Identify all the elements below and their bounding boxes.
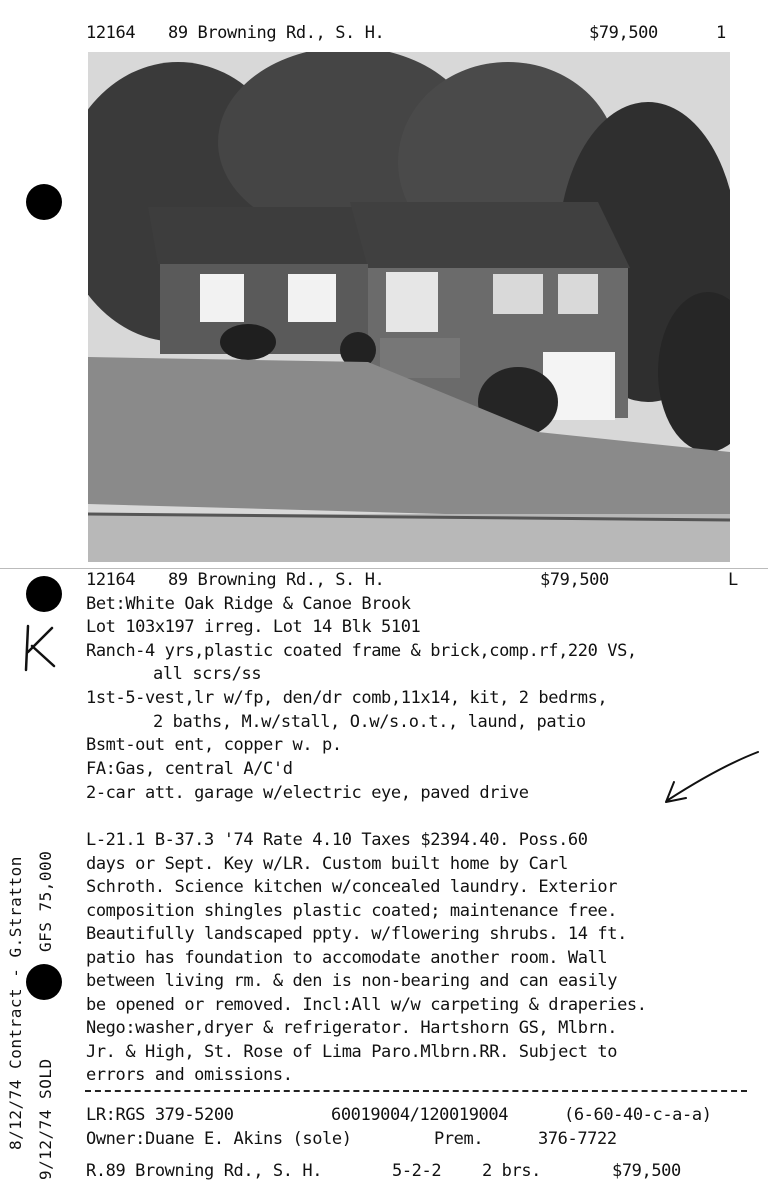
- remark-line-8: be opened or removed. Incl:All w/w carpeting & draperies.: [86, 995, 647, 1015]
- detail-line-6: 2 baths, M.w/stall, O.w/s.o.t., laund, patio: [153, 712, 586, 732]
- listing-split: (6-60-40-c-a-a): [564, 1105, 712, 1125]
- card-address: 89 Browning Rd., S. H.: [168, 570, 385, 590]
- remark-line-10: Jr. & High, St. Rose of Lima Paro.Mlbrn.RR. Subject to: [86, 1042, 618, 1062]
- remark-line-6: patio has foundation to accomodate another room. Wall: [86, 948, 608, 968]
- footer-address: R.89 Browning Rd., S. H.: [86, 1161, 323, 1181]
- card-listing-id: 12164: [86, 570, 136, 590]
- house-photo: [88, 52, 730, 562]
- detail-line-3: Ranch-4 yrs,plastic coated frame & brick,comp.rf,220 VS,: [86, 641, 637, 661]
- detail-line-8: FA:Gas, central A/C'd: [86, 759, 293, 779]
- detail-line-4: all scrs/ss: [153, 664, 262, 684]
- side-note-sold: 9/12/74 SOLD: [36, 1058, 55, 1180]
- prem-label: Prem.: [434, 1129, 484, 1149]
- top-listing-id: 12164: [86, 23, 136, 43]
- top-address: 89 Browning Rd., S. H.: [168, 23, 385, 43]
- remark-line-4: composition shingles plastic coated; maintenance free.: [86, 901, 618, 921]
- remark-line-3: Schroth. Science kitchen w/concealed laundry. Exterior: [86, 877, 618, 897]
- remark-line-5: Beautifully landscaped ppty. w/flowering shrubs. 14 ft.: [86, 924, 627, 944]
- side-note-gfs: GFS 75,000: [36, 850, 55, 952]
- top-price: $79,500: [589, 23, 658, 43]
- side-note-contract: 8/12/74 Contract - G.Stratton: [6, 856, 25, 1150]
- punch-hole-top: [26, 184, 62, 220]
- remark-line-11: errors and omissions.: [86, 1065, 293, 1085]
- listing-office: LR:RGS 379-5200: [86, 1105, 234, 1125]
- dashed-divider: [85, 1090, 747, 1092]
- detail-line-7: Bsmt-out ent, copper w. p.: [86, 735, 342, 755]
- remark-line-9: Nego:washer,dryer & refrigerator. Hartshorn GS, Mlbrn.: [86, 1018, 618, 1038]
- punch-hole-bottom: [26, 964, 62, 1000]
- punch-hole-middle: [26, 576, 62, 612]
- detail-line-2: Lot 103x197 irreg. Lot 14 Blk 5101: [86, 617, 421, 637]
- card-price: $79,500: [540, 570, 609, 590]
- remark-line-2: days or Sept. Key w/LR. Custom built home by Carl: [86, 854, 568, 874]
- prem-phone: 376-7722: [538, 1129, 617, 1149]
- checkmark-icon: [662, 748, 762, 808]
- listing-numbers: 60019004/120019004: [331, 1105, 509, 1125]
- owner-name: Owner:Duane E. Akins (sole): [86, 1129, 352, 1149]
- remark-line-7: between living rm. & den is non-bearing and can easily: [86, 971, 618, 991]
- remark-line-1: L-21.1 B-37.3 '74 Rate 4.10 Taxes $2394.40. Poss.60: [86, 830, 588, 850]
- detail-line-1: Bet:White Oak Ridge & Canoe Brook: [86, 594, 411, 614]
- handwritten-k-mark: [20, 622, 60, 674]
- top-page-number: 1: [716, 23, 726, 43]
- detail-line-9: 2-car att. garage w/electric eye, paved drive: [86, 783, 529, 803]
- footer-rooms: 2 brs.: [482, 1161, 542, 1181]
- footer-price: $79,500: [612, 1161, 681, 1181]
- footer-code: 5-2-2: [392, 1161, 442, 1181]
- card-code: L: [728, 570, 738, 590]
- detail-line-5: 1st-5-vest,lr w/fp, den/dr comb,11x14, kit, 2 bedrms,: [86, 688, 608, 708]
